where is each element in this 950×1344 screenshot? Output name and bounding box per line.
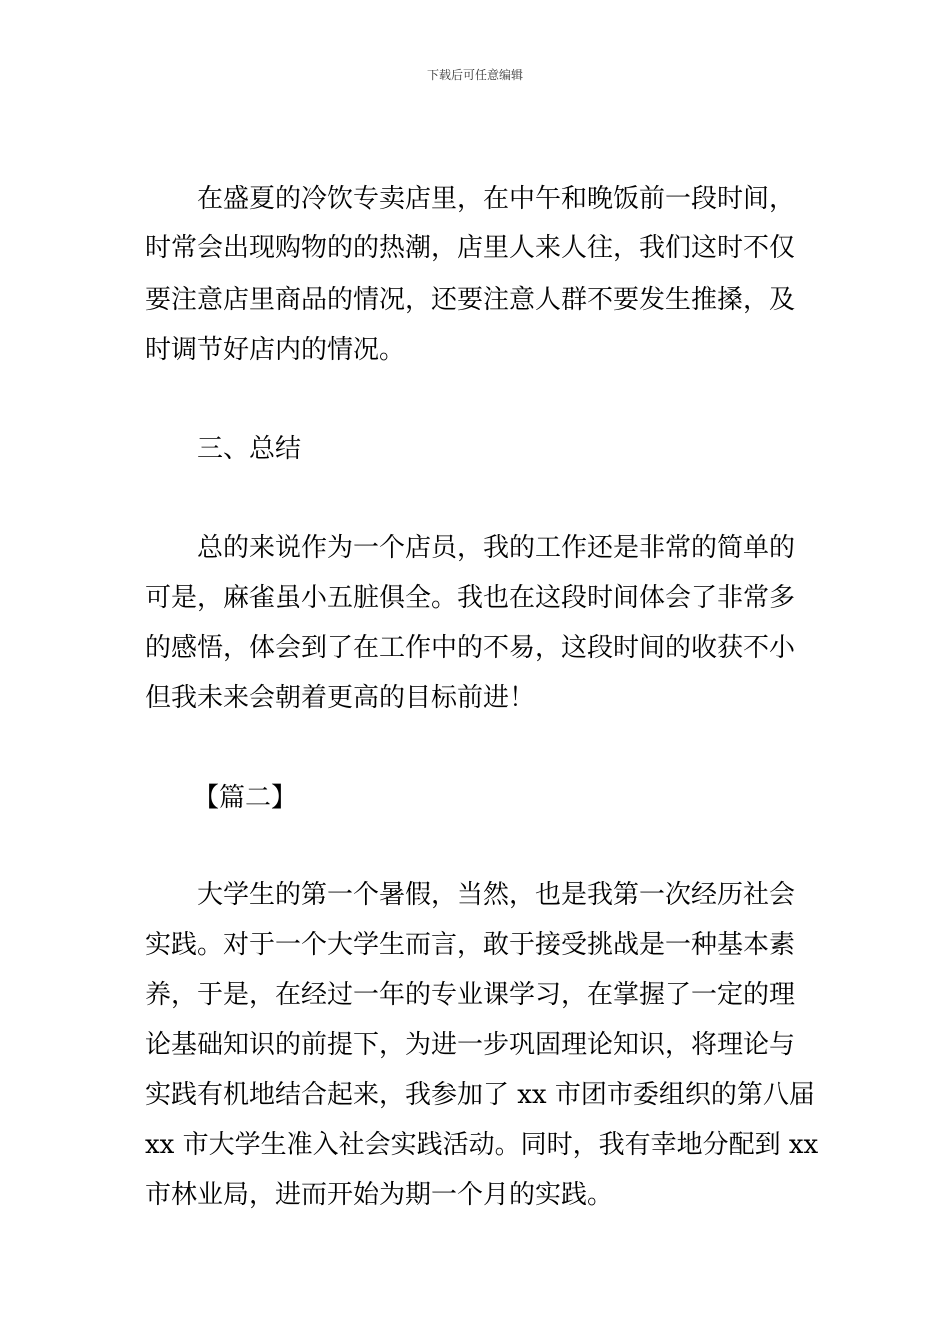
- paragraph-line: 的感悟，体会到了在工作中的不易，这段时间的收获不小: [145, 633, 796, 663]
- page-header: 下载后可任意编辑: [426, 68, 523, 82]
- paragraph-line: 论基础知识的前提下，为进一步巩固理论知识，将理论与: [145, 1030, 796, 1060]
- paragraph-line: 总的来说作为一个店员，我的工作还是非常的简单的: [197, 533, 796, 563]
- paragraph-line: 大学生的第一个暑假，当然，也是我第一次经历社会: [197, 880, 796, 910]
- paragraph-line: 要注意店里商品的情况，还要注意人群不要发生推搡，及: [145, 285, 796, 315]
- paragraph-line: 实践。对于一个大学生而言，敢于接受挑战是一种基本素: [145, 930, 796, 960]
- paragraph-line: xx 市大学生准入社会实践活动。同时，我有幸地分配到 xx: [145, 1130, 819, 1160]
- section-heading: 三、总结: [197, 434, 302, 464]
- paragraph-line: 时调节好店内的情况。: [145, 335, 406, 365]
- paragraph-line: 养，于是，在经过一年的专业课学习，在掌握了一定的理: [145, 980, 796, 1010]
- paragraph-line: 但我未来会朝着更高的目标前进！: [145, 683, 536, 713]
- paragraph-line: 时常会出现购物的的热潮，店里人来人往，我们这时不仅: [145, 233, 796, 263]
- paragraph-line: 在盛夏的冷饮专卖店里，在中午和晚饭前一段时间，: [197, 184, 796, 214]
- paragraph-line: 可是，麻雀虽小五脏俱全。我也在这段时间体会了非常多: [145, 583, 796, 613]
- section-heading: 【篇二】: [193, 783, 298, 813]
- paragraph-line: 实践有机地结合起来，我参加了 xx 市团市委组织的第八届: [145, 1080, 815, 1110]
- paragraph-line: 市林业局，进而开始为期一个月的实践。: [145, 1180, 614, 1210]
